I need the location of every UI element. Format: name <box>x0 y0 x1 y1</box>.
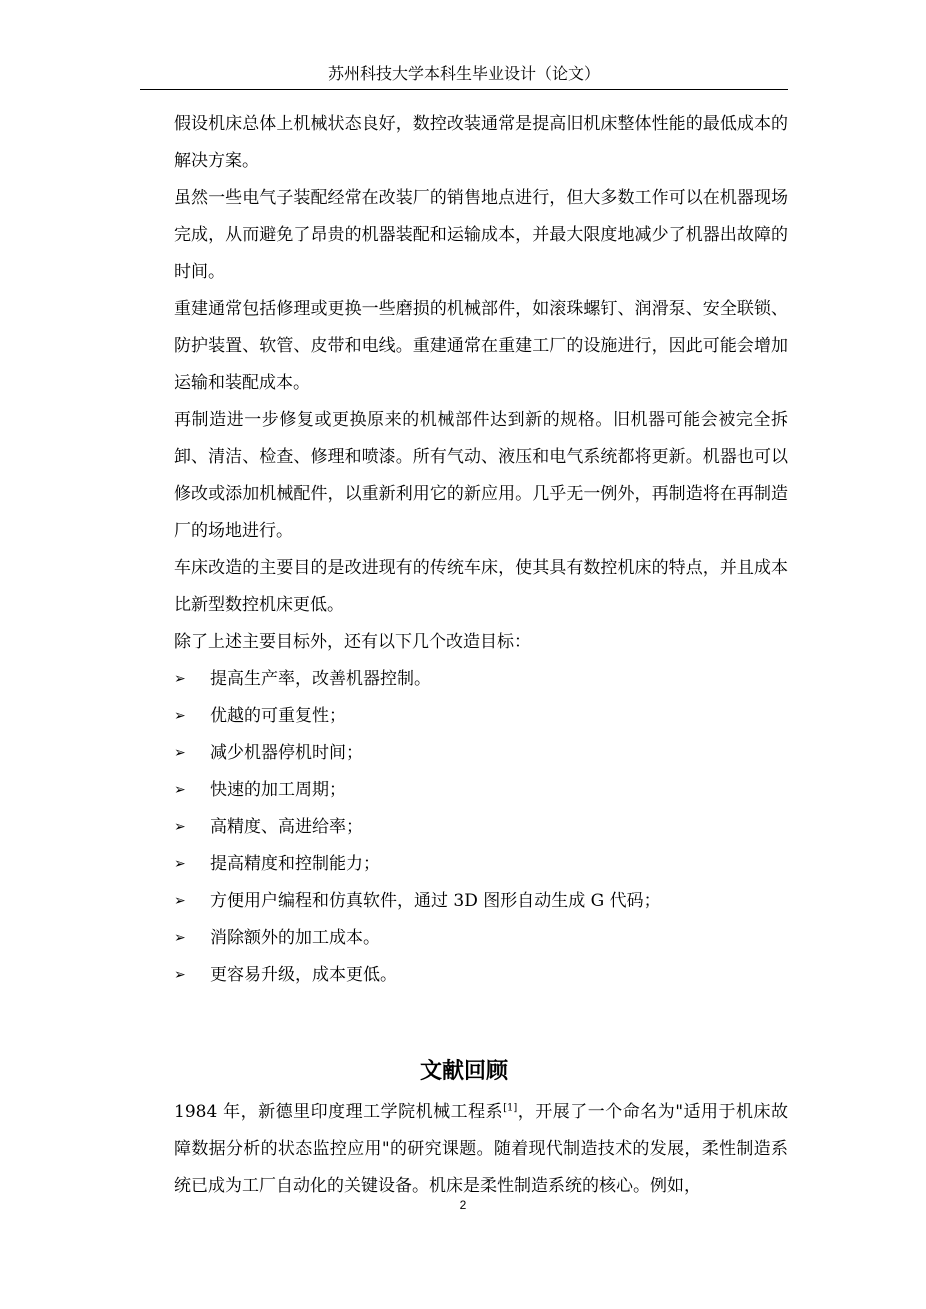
list-item-text: 提高精度和控制能力； <box>210 854 380 874</box>
page-body <box>140 106 788 1205</box>
list-item-text: 快速的加工周期； <box>210 780 346 800</box>
list-item <box>174 883 788 920</box>
page-number: 2 <box>459 1198 467 1212</box>
paragraph <box>140 1094 788 1205</box>
list-item <box>174 735 788 772</box>
list-item-text: 提高生产率，改善机器控制。 <box>210 669 431 689</box>
list-item-text: 更容易升级，成本更低。 <box>210 965 397 985</box>
list-item <box>174 920 788 957</box>
list-item <box>174 809 788 846</box>
list-item-text: 消除额外的加工成本。 <box>210 928 380 948</box>
arrow-bullet-icon: ➢ <box>174 671 186 687</box>
paragraph: 再制造进一步修复或更换原来的机械部件达到新的规格。旧机器可能会被完全拆卸、清洁、检查、修理和喷漆。所有气动、液压和电气系统都将更新。机器也可以修改或添加机械配件，以重新利用它的新应用。几乎无一例外，再制造将在再制造厂的场地进行。 <box>174 410 788 541</box>
list-item-text: 优越的可重复性； <box>210 706 346 726</box>
running-header: 苏州科技大学本科生毕业设计（论文） <box>327 64 600 83</box>
goals-list <box>140 661 788 994</box>
paragraph: 车床改造的主要目的是改进现有的传统车床，使其具有数控机床的特点，并且成本比新型数控机床更低。 <box>174 558 788 615</box>
list-item-text: 减少机器停机时间； <box>210 743 363 763</box>
list-item-text: 高精度、高进给率； <box>210 817 363 837</box>
arrow-bullet-icon: ➢ <box>174 856 186 872</box>
arrow-bullet-icon: ➢ <box>174 893 186 909</box>
paragraph: 假设机床总体上机械状态良好，数控改装通常是提高旧机床整体性能的最低成本的解决方案。 <box>174 114 788 171</box>
paragraph: 重建通常包括修理或更换一些磨损的机械部件，如滚珠螺钉、润滑泵、安全联锁、防护装置、软管、皮带和电线。重建通常在重建工厂的设施进行，因此可能会增加运输和装配成本。 <box>174 299 788 393</box>
arrow-bullet-icon: ➢ <box>174 819 186 835</box>
list-item <box>174 846 788 883</box>
list-item <box>174 698 788 735</box>
arrow-bullet-icon: ➢ <box>174 745 186 761</box>
list-item <box>174 661 788 698</box>
list-item <box>174 957 788 994</box>
arrow-bullet-icon: ➢ <box>174 930 186 946</box>
section-heading: 文献回顾 <box>419 1059 508 1084</box>
arrow-bullet-icon: ➢ <box>174 708 186 724</box>
list-item-text: 方便用户编程和仿真软件，通过 3D 图形自动生成 G 代码； <box>210 891 661 911</box>
arrow-bullet-icon: ➢ <box>174 782 186 798</box>
paragraph-text-start: 1984 年，新德里印度理工学院机械工程系 <box>174 1102 504 1122</box>
paragraph-text-end: ，开展了一个命名为"适用于机床故障数据分析的状态监控应用"的研究课题。随着现代制造技术的发展，柔性制造系统已成为工厂自动化的关键设备。机床是柔性制造系统的核心。例如， <box>174 1102 788 1196</box>
citation-marker[interactable]: [1] <box>503 1102 518 1114</box>
paragraph: 除了上述主要目标外，还有以下几个改造目标： <box>174 632 531 652</box>
header-rule <box>140 89 788 90</box>
list-item <box>174 772 788 809</box>
paragraph: 虽然一些电气子装配经常在改装厂的销售地点进行，但大多数工作可以在机器现场完成，从而避免了昂贵的机器装配和运输成本，并最大限度地减少了机器出故障的时间。 <box>174 188 788 282</box>
arrow-bullet-icon: ➢ <box>174 967 186 983</box>
